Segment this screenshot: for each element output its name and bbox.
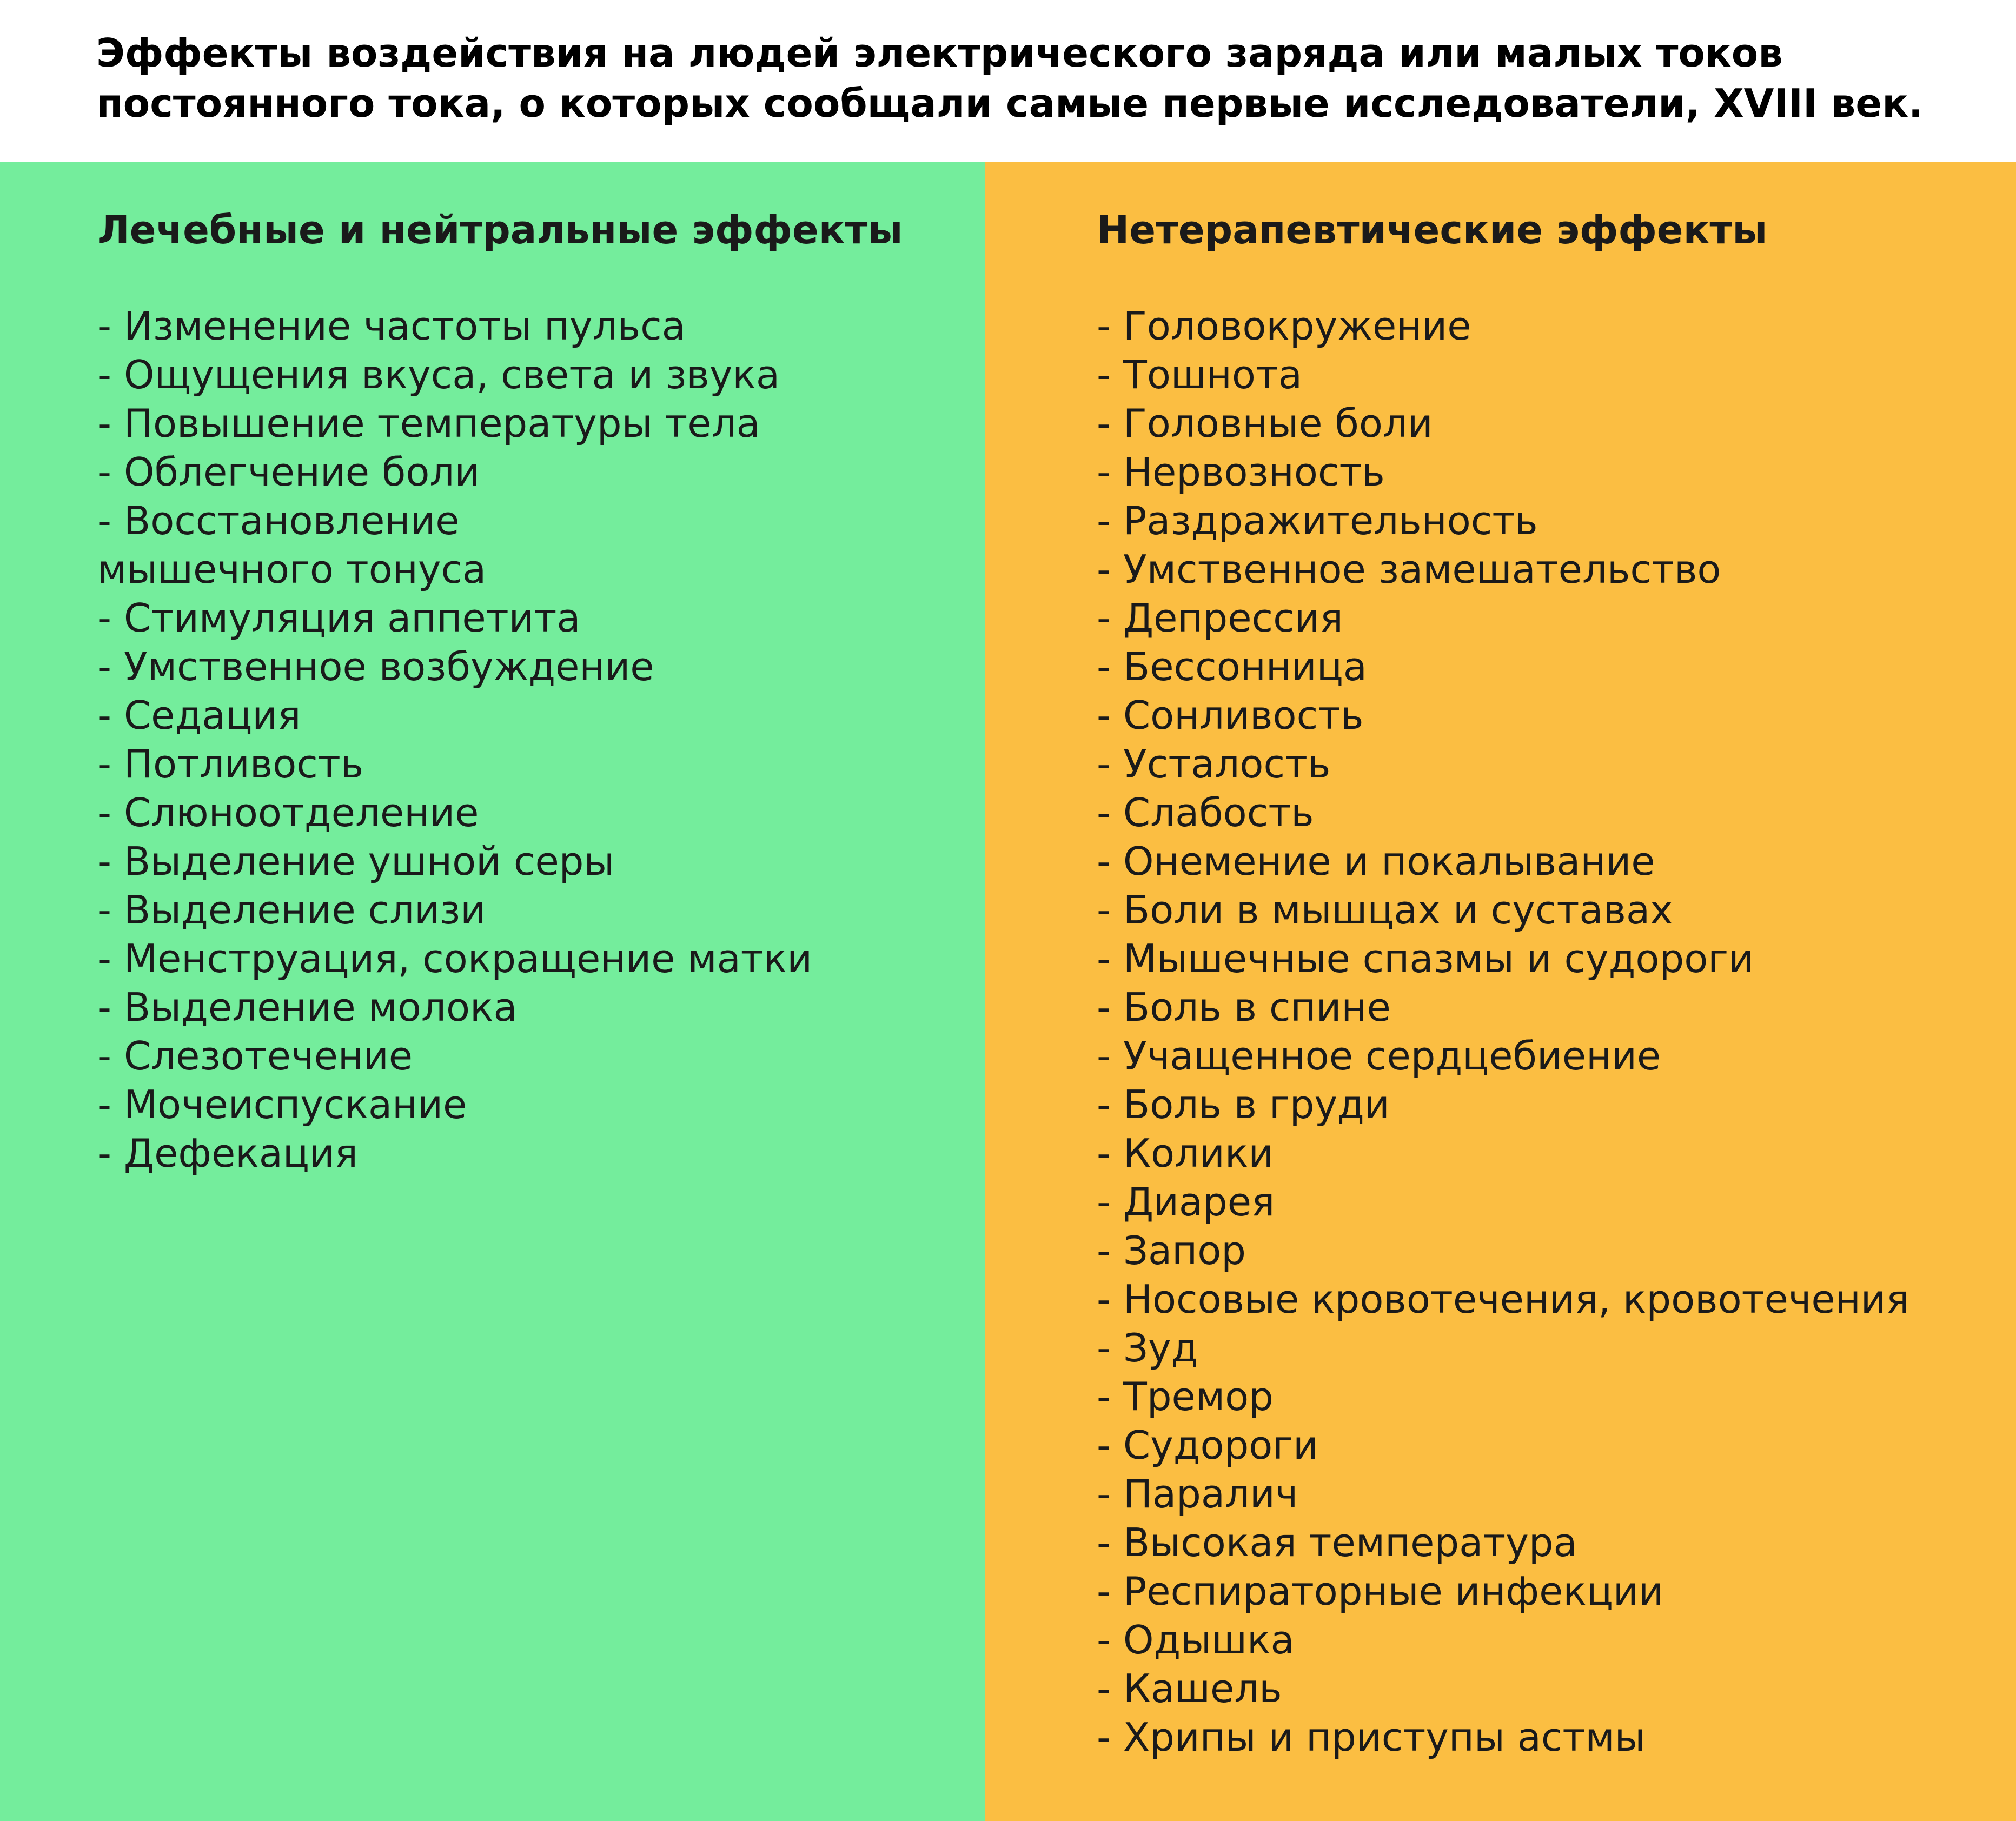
therapeutic-effects-heading: Лечебные и нейтральные эффекты bbox=[97, 207, 903, 252]
non-therapeutic-effect-item: - Нервозность bbox=[1097, 449, 1385, 495]
non-therapeutic-effect-item: - Боль в груди bbox=[1097, 1082, 1390, 1127]
non-therapeutic-effect-item: - Носовые кровотечения, кровотечения bbox=[1097, 1277, 1909, 1322]
therapeutic-effects-list bbox=[97, 302, 876, 1178]
therapeutic-effect-item: - Ощущения вкуса, света и звука bbox=[97, 352, 780, 397]
therapeutic-effect-item: - Изменение частоты пульса bbox=[97, 303, 686, 349]
non-therapeutic-effect-item: - Хрипы и приступы астмы bbox=[1097, 1714, 1646, 1760]
non-therapeutic-effect-item: - Головокружение bbox=[1097, 303, 1471, 349]
therapeutic-effect-item: - Облегчение боли bbox=[97, 449, 480, 495]
non-therapeutic-effects-heading: Нетерапевтические эффекты bbox=[1097, 207, 1768, 252]
non-therapeutic-effect-item: - Депрессия bbox=[1097, 595, 1343, 641]
non-therapeutic-effect-item: - Сонливость bbox=[1097, 693, 1364, 738]
therapeutic-effects-panel bbox=[0, 162, 985, 1821]
therapeutic-effect-item: - Умственное возбуждение bbox=[97, 644, 654, 689]
page-title: Эффекты воздействия на людей электрического заряда или малых токов постоянного тока, о которых сообщали самые первые исследователи, XVIII век. bbox=[96, 30, 1924, 126]
non-therapeutic-effect-item: - Бессонница bbox=[1097, 644, 1367, 689]
non-therapeutic-effect-item: - Тремор bbox=[1097, 1374, 1274, 1419]
non-therapeutic-effect-item: - Боли в мышцах и суставах bbox=[1097, 887, 1673, 933]
non-therapeutic-effect-item: - Мышечные спазмы и судороги bbox=[1097, 936, 1754, 981]
non-therapeutic-effect-item: - Высокая температура bbox=[1097, 1520, 1577, 1565]
non-therapeutic-effect-item: - Диарея bbox=[1097, 1179, 1275, 1225]
non-therapeutic-effect-item: - Судороги bbox=[1097, 1423, 1318, 1468]
non-therapeutic-effect-item: - Одышка bbox=[1097, 1617, 1295, 1663]
therapeutic-effect-item: - Стимуляция аппетита bbox=[97, 595, 581, 641]
non-therapeutic-effect-item: - Слабость bbox=[1097, 790, 1314, 835]
non-therapeutic-effect-item: - Головные боли bbox=[1097, 401, 1433, 446]
non-therapeutic-effect-item: - Учащенное сердцебиение bbox=[1097, 1033, 1661, 1079]
therapeutic-effect-item: - Слезотечение bbox=[97, 1033, 413, 1079]
non-therapeutic-effects-list bbox=[1097, 302, 1984, 1762]
therapeutic-effect-item: - Выделение ушной серы bbox=[97, 839, 615, 884]
non-therapeutic-effect-item: - Запор bbox=[1097, 1228, 1246, 1273]
non-therapeutic-effects-panel bbox=[985, 162, 2016, 1821]
non-therapeutic-effect-item: - Боль в спине bbox=[1097, 985, 1391, 1030]
therapeutic-effect-item: - Слюноотделение bbox=[97, 790, 479, 835]
non-therapeutic-effect-item: - Раздражительность bbox=[1097, 498, 1538, 543]
therapeutic-effect-item: - Мочеиспускание bbox=[97, 1082, 467, 1127]
therapeutic-effect-item: - Повышение температуры тела bbox=[97, 401, 760, 446]
therapeutic-effect-item: - Менструация, сокращение матки bbox=[97, 936, 812, 981]
therapeutic-effect-item: - Седация bbox=[97, 693, 301, 738]
therapeutic-effect-item: - Выделение молока bbox=[97, 985, 518, 1030]
non-therapeutic-effect-item: - Онемение и покалывание bbox=[1097, 839, 1655, 884]
therapeutic-effect-item: - Выделение слизи bbox=[97, 887, 486, 933]
non-therapeutic-effect-item: - Тошнота bbox=[1097, 352, 1302, 397]
non-therapeutic-effect-item: - Колики bbox=[1097, 1131, 1274, 1176]
non-therapeutic-effect-item: - Паралич bbox=[1097, 1471, 1298, 1517]
therapeutic-effect-item: - Дефекация bbox=[97, 1131, 358, 1176]
non-therapeutic-effect-item: - Зуд bbox=[1097, 1325, 1198, 1371]
therapeutic-effect-item: - Потливость bbox=[97, 741, 364, 787]
non-therapeutic-effect-item: - Усталость bbox=[1097, 741, 1331, 787]
non-therapeutic-effect-item: - Кашель bbox=[1097, 1666, 1282, 1711]
non-therapeutic-effect-item: - Респираторные инфекции bbox=[1097, 1569, 1664, 1614]
non-therapeutic-effect-item: - Умственное замешательство bbox=[1097, 547, 1721, 592]
therapeutic-effect-item: - Восстановление мышечного тонуса bbox=[97, 498, 487, 592]
